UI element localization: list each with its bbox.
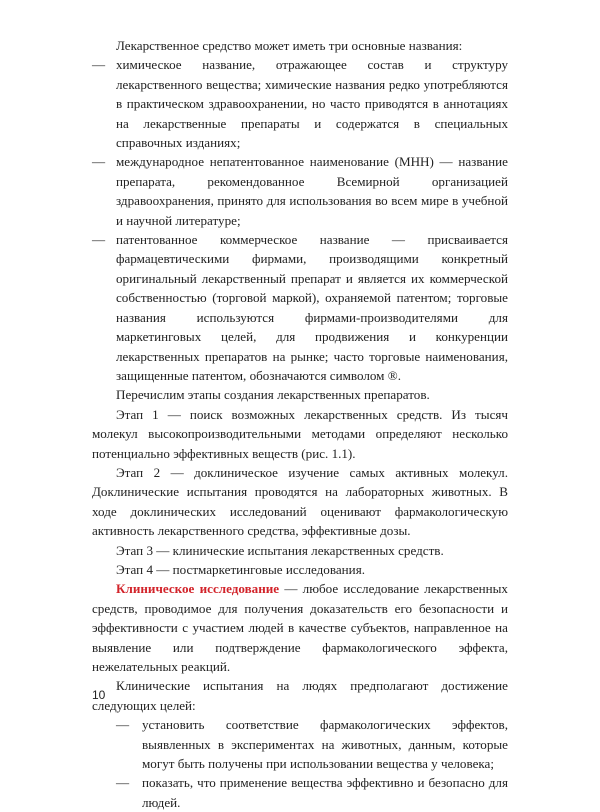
goals-intro-paragraph: Клинические испытания на людях предполагают достижение следующих целей: bbox=[92, 678, 508, 713]
dash-marker: — bbox=[116, 775, 130, 791]
list-item-text: международное непатентованное наименование (МНН) — название препарата, рекомендованное Всемирной организацией здравоохранения, принято для использования во всем мире в учебной и научной литературе; bbox=[116, 154, 508, 228]
dash-marker: — bbox=[116, 717, 130, 733]
intro-paragraph: Лекарственное средство может иметь три основные названия: bbox=[116, 38, 463, 53]
dash-marker: — bbox=[92, 154, 106, 170]
list-item-chemical-name bbox=[92, 55, 508, 152]
list-item-text: химическое название, отражающее состав и структуру лекарственного вещества; химические названия редко употребляются в практическом здравоохранении, но часто приводятся в аннотациях на лекарственные препараты и содержатся в специальных справочных изданиях; bbox=[116, 57, 508, 151]
page-number: 10 bbox=[92, 688, 106, 702]
definition-text: — любое исследование лекарственных средств, проводимое для получения доказательств его безопасности и эффективности с участием людей в качестве субъектов, направленное на выявление или подтверждение фармакологического эффекта, нежелательных реакций. bbox=[92, 581, 508, 674]
list-item-text: патентованное коммерческое название — присваивается фармацевтическими фирмами, производящими конкретный оригинальный лекарственный препарат и является их коммерческой собственностью (торговой маркой), охраняемой патентом; торговые названия используются фирмами-производителями для маркетинговых целей, для продвижения и конкуренции лекарственных препаратов на рынке; часто торговые наименования, защищенные патентом, обозначаются символом ®. bbox=[116, 232, 508, 383]
stages-intro-paragraph: Перечислим этапы создания лекарственных препаратов. bbox=[116, 387, 430, 403]
dash-marker: — bbox=[92, 57, 106, 73]
names-list bbox=[92, 55, 508, 385]
stage-1-paragraph: Этап 1 — поиск возможных лекарственных средств. Из тысяч молекул высокопроизводительными методами определяют несколько потенциально эффективных веществ (рис. 1.1). bbox=[92, 406, 508, 461]
list-item-goal-2 bbox=[92, 773, 508, 812]
goals-list bbox=[92, 715, 508, 812]
stage-4-paragraph: Этап 4 — постмаркетинговые исследования. bbox=[116, 561, 365, 577]
list-item-trade-name bbox=[92, 230, 508, 385]
definition-paragraph bbox=[92, 579, 508, 676]
list-item-inn bbox=[92, 152, 508, 230]
stage-2-paragraph: Этап 2 — доклиническое изучение самых активных молекул. Доклинические испытания проводятся на лабораторных животных. В ходе доклинических исследований оценивают фармакологическую активность лекарственного средства, эффективные дозы. bbox=[92, 464, 508, 539]
list-item-text: показать, что применение вещества эффективно и безопасно для людей. bbox=[142, 775, 508, 810]
list-item-goal-1 bbox=[92, 715, 508, 773]
page-body bbox=[92, 36, 508, 812]
stage-3-paragraph: Этап 3 — клинические испытания лекарственных средств. bbox=[116, 542, 444, 558]
list-item-text: установить соответствие фармакологических эффектов, выявленных в экспериментах на животных, данным, которые могут быть получены при использовании вещества у человека; bbox=[142, 717, 508, 772]
dash-marker: — bbox=[92, 232, 106, 248]
defined-term: Клиническое исследование bbox=[116, 581, 280, 597]
